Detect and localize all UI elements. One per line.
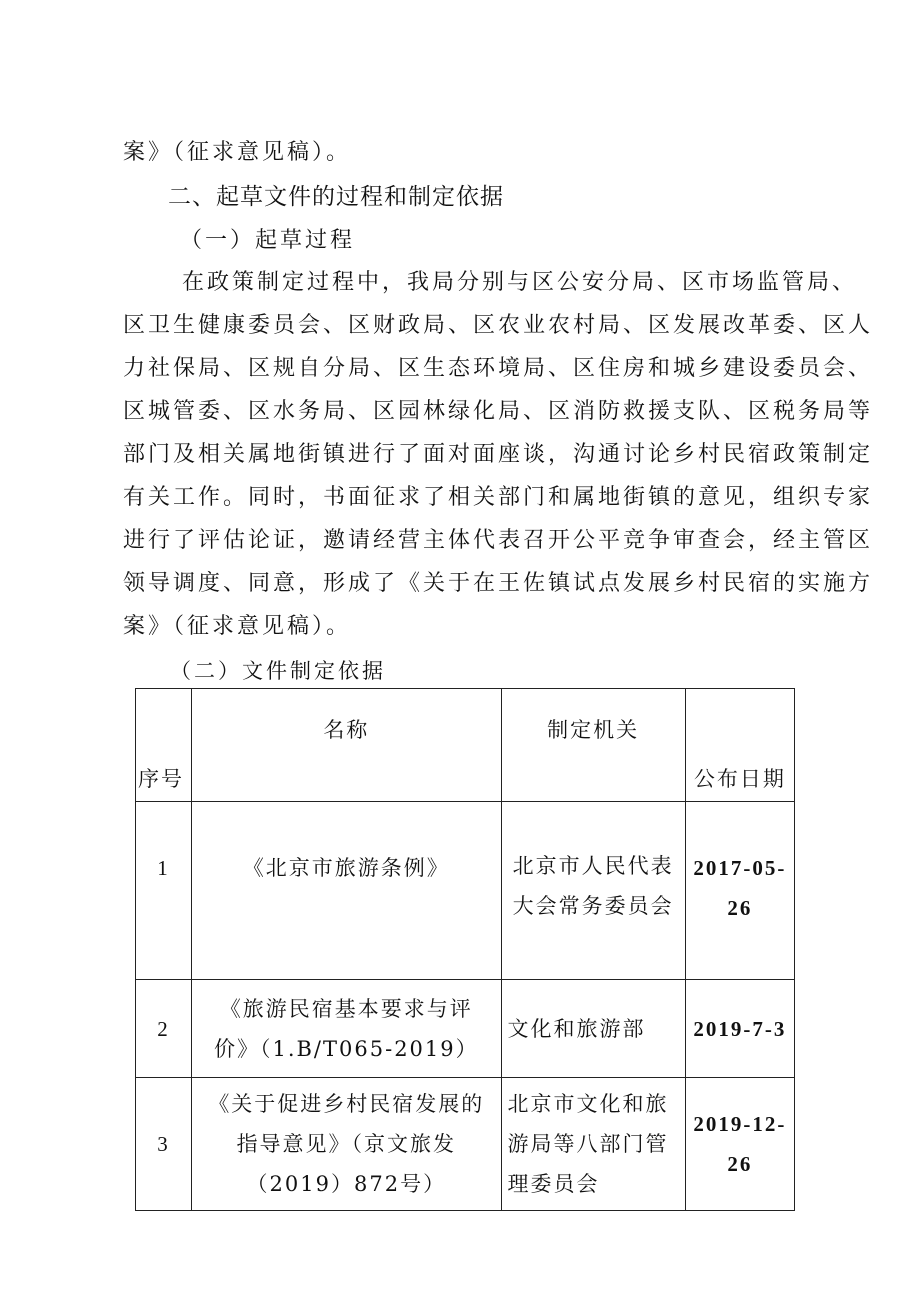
process-line: 区卫生健康委员会、区财政局、区农业农村局、区发展改革委、区人: [123, 313, 874, 338]
row-org-line: 文化和旅游部: [507, 1016, 646, 1041]
row-name-line: 《北京市旅游条例》: [242, 856, 450, 880]
process-line: 部门及相关属地街镇进行了面对面座谈，沟通讨论乡村民宿政策制定: [123, 442, 874, 467]
process-line: 力社保局、区规自分局、区生态环境局、区住房和城乡建设委员会、: [123, 356, 874, 381]
row-date: 2017-05-26: [685, 802, 794, 980]
row-org: [501, 1078, 685, 1211]
table-header-row: [136, 689, 795, 802]
row-org-line: 北京市文化和旅: [507, 1092, 669, 1116]
table-row: [136, 980, 795, 1078]
row-org-line: 大会常务委员会: [512, 894, 674, 918]
row-seq: 1: [136, 802, 192, 980]
row-name: [192, 980, 501, 1078]
row-org: [501, 802, 685, 980]
paragraph-continuation: 案》（征求意见稿）。: [123, 140, 352, 165]
subsection-heading-drafting: （一）起草过程: [180, 228, 356, 253]
row-org-line: 游局等八部门管: [507, 1132, 669, 1156]
process-line: 在政策制定过程中，我局分别与区公安分局、区市场监管局、: [182, 270, 858, 295]
row-name-line: 价》（1.B/T065-2019）: [213, 1036, 479, 1061]
process-line: 区城管委、区水务局、区园林绿化局、区消防救援支队、区税务局等: [123, 399, 874, 424]
row-org-line: 理委员会: [507, 1172, 600, 1196]
process-line: 进行了评估论证，邀请经营主体代表召开公平竞争审查会，经主管区: [123, 528, 874, 553]
header-date: 公布日期: [685, 689, 794, 802]
row-name-line: 《旅游民宿基本要求与评: [219, 996, 473, 1021]
header-org: 制定机关: [501, 689, 685, 802]
process-line: 案》（征求意见稿）。: [123, 614, 352, 639]
header-name: 名称: [192, 689, 501, 802]
row-org-line: 北京市人民代表: [512, 854, 674, 878]
row-org: [501, 980, 685, 1078]
header-seq: 序号: [136, 689, 192, 802]
row-seq: 2: [136, 980, 192, 1078]
row-name-line: 指导意见》（京文旅发: [236, 1132, 457, 1156]
process-line: 有关工作。同时，书面征求了相关部门和属地街镇的意见，组织专家: [123, 485, 874, 510]
table-row: [136, 1078, 795, 1211]
row-name: [192, 1078, 501, 1211]
subsection-heading-basis: （二）文件制定依据: [170, 659, 386, 683]
basis-table: [135, 688, 795, 1211]
row-date: 2019-12-26: [685, 1078, 794, 1211]
row-name-line: 《关于促进乡村民宿发展的: [208, 1092, 485, 1116]
row-seq: 3: [136, 1078, 192, 1211]
table-row: [136, 802, 795, 980]
process-line: 领导调度、同意，形成了《关于在王佐镇试点发展乡村民宿的实施方: [123, 571, 874, 596]
row-name: [192, 802, 501, 980]
row-date: 2019-7-3: [685, 980, 794, 1078]
section-heading: 二、起草文件的过程和制定依据: [168, 184, 504, 210]
row-name-line: （2019）872号）: [246, 1172, 447, 1196]
